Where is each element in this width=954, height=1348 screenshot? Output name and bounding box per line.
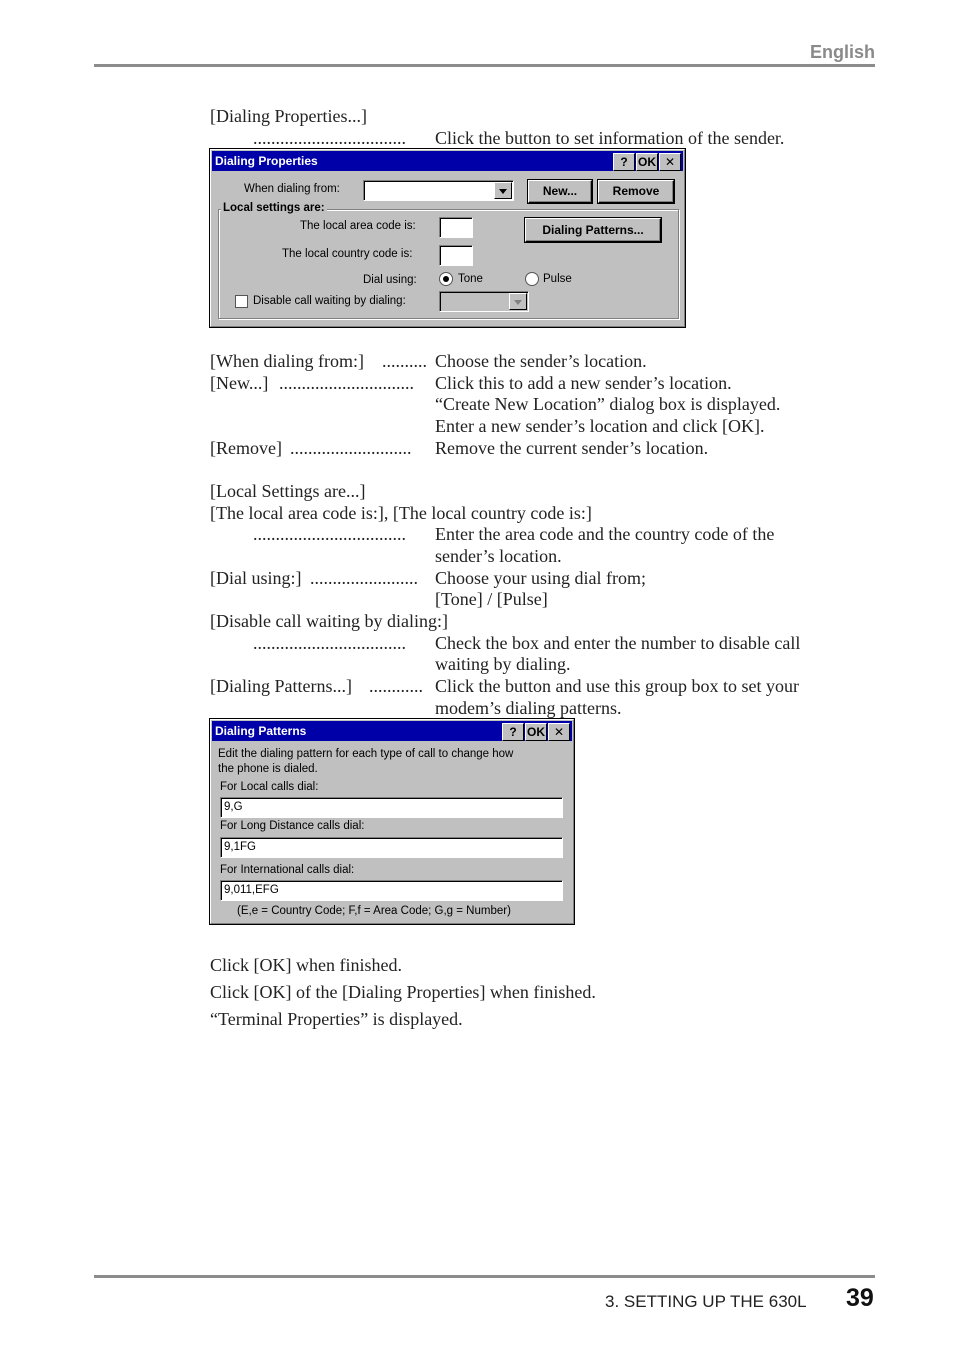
new-button[interactable]: New... [528,180,592,203]
disable-desc-1: Check the box and enter the number to disable call [435,633,801,653]
dialing-patterns-dots: ............ [369,676,423,696]
dial-using-item: [Dial using:] [210,568,302,588]
local-settings-label: Local settings are: [223,202,325,214]
new-item: [New...] [210,373,269,393]
help-button[interactable]: ? [613,153,635,171]
country-code-input[interactable] [439,245,473,266]
tone-radio[interactable] [439,272,453,286]
area-code-input[interactable] [439,217,473,238]
long-distance-value: 9,1FG [224,841,256,853]
dialing-patterns-dialog [209,718,575,925]
local-codes-desc-1: Enter the area code and the country code of the [435,524,775,544]
header-language: English [809,42,875,62]
dialog-title: Dialing Properties [215,154,318,168]
footer-rule [94,1275,875,1278]
when-dialing-from-dots: .......... [382,351,427,371]
when-dialing-from-label: When dialing from: [244,183,340,195]
intro-line-1: Edit the dialing pattern for each type of call to change how [218,748,514,760]
new-desc-1: Click this to add a new sender’s location. [435,373,732,393]
closing-line-2: Click [OK] of the [Dialing Properties] when finished. [210,982,596,1002]
local-settings-item: [Local Settings are...] [210,481,366,501]
dialog-titlebar [212,721,572,741]
intro-item: [Dialing Properties...] [210,106,367,126]
ok-button[interactable]: OK [527,725,545,739]
remove-desc: Remove the current sender’s location. [435,438,709,458]
international-input[interactable] [220,880,563,901]
dialing-patterns-desc-2: modem’s dialing patterns. [435,698,622,718]
dial-using-desc-2: [Tone] / [Pulse] [435,589,548,609]
new-desc-3: Enter a new sender’s location and click [OK]. [435,416,765,436]
intro-dots: .................................. [253,128,406,148]
dialing-patterns-button[interactable]: Dialing Patterns... [525,218,661,242]
new-dots: .............................. [279,373,414,393]
international-value: 9,011,EFG [224,884,279,896]
international-label: For International calls dial: [220,864,355,876]
chevron-down-icon [509,293,527,310]
ok-button[interactable]: OK [638,155,656,169]
area-code-label: The local area code is: [300,220,416,232]
remove-button[interactable]: Remove [598,180,674,203]
when-dialing-from-item: [When dialing from:] [210,351,364,371]
disable-call-waiting-item: [Disable call waiting by dialing:] [210,611,448,631]
dialog-titlebar [212,151,683,171]
local-codes-item: [The local area code is:], [The local country code is:] [210,503,592,523]
remove-dots: ........................... [290,438,412,458]
intro-desc: Click the button to set information of the sender. [435,128,785,148]
new-desc-2: “Create New Location” dialog box is displayed. [435,394,781,414]
when-dialing-from-dropdown[interactable] [363,180,514,201]
help-button[interactable]: ? [502,723,524,741]
local-calls-label: For Local calls dial: [220,781,319,793]
pulse-radio[interactable] [525,272,539,286]
remove-item: [Remove] [210,438,282,458]
long-distance-input[interactable] [220,837,563,858]
dialing-patterns-item: [Dialing Patterns...] [210,676,352,696]
disable-call-waiting-dropdown[interactable] [439,291,529,312]
local-calls-input[interactable] [220,797,563,818]
disable-dots: .................................. [253,633,406,653]
tone-label: Tone [458,273,483,285]
close-button[interactable]: ✕ [659,153,681,171]
chevron-down-icon[interactable] [494,182,512,199]
close-button[interactable]: ✕ [548,723,570,741]
when-dialing-from-desc: Choose the sender’s location. [435,351,647,371]
code-legend: (E,e = Country Code; F,f = Area Code; G,g = Number) [237,905,511,917]
local-codes-desc-2: sender’s location. [435,546,562,566]
intro-line-2: the phone is dialed. [218,763,318,775]
disable-call-waiting-checkbox[interactable] [235,295,248,308]
header-rule [94,64,875,67]
disable-call-waiting-label: Disable call waiting by dialing: [253,295,406,307]
dial-using-dots: ........................ [310,568,418,588]
dialing-properties-dialog [209,148,686,328]
local-codes-dots: .................................. [253,524,406,544]
dialing-patterns-desc-1: Click the button and use this group box to set your [435,676,799,696]
pulse-label: Pulse [543,273,572,285]
footer-section: 3. SETTING UP THE 630L [605,1292,807,1311]
country-code-label: The local country code is: [282,248,413,260]
dial-using-desc-1: Choose your using dial from; [435,568,646,588]
long-distance-label: For Long Distance calls dial: [220,820,365,832]
disable-desc-2: waiting by dialing. [435,654,571,674]
closing-line-3: “Terminal Properties” is displayed. [210,1009,463,1029]
dialog-title: Dialing Patterns [215,724,307,738]
dial-using-label: Dial using: [363,274,417,286]
page-number: 39 [846,1284,874,1312]
closing-line-1: Click [OK] when finished. [210,955,402,975]
local-calls-value: 9,G [224,801,243,813]
